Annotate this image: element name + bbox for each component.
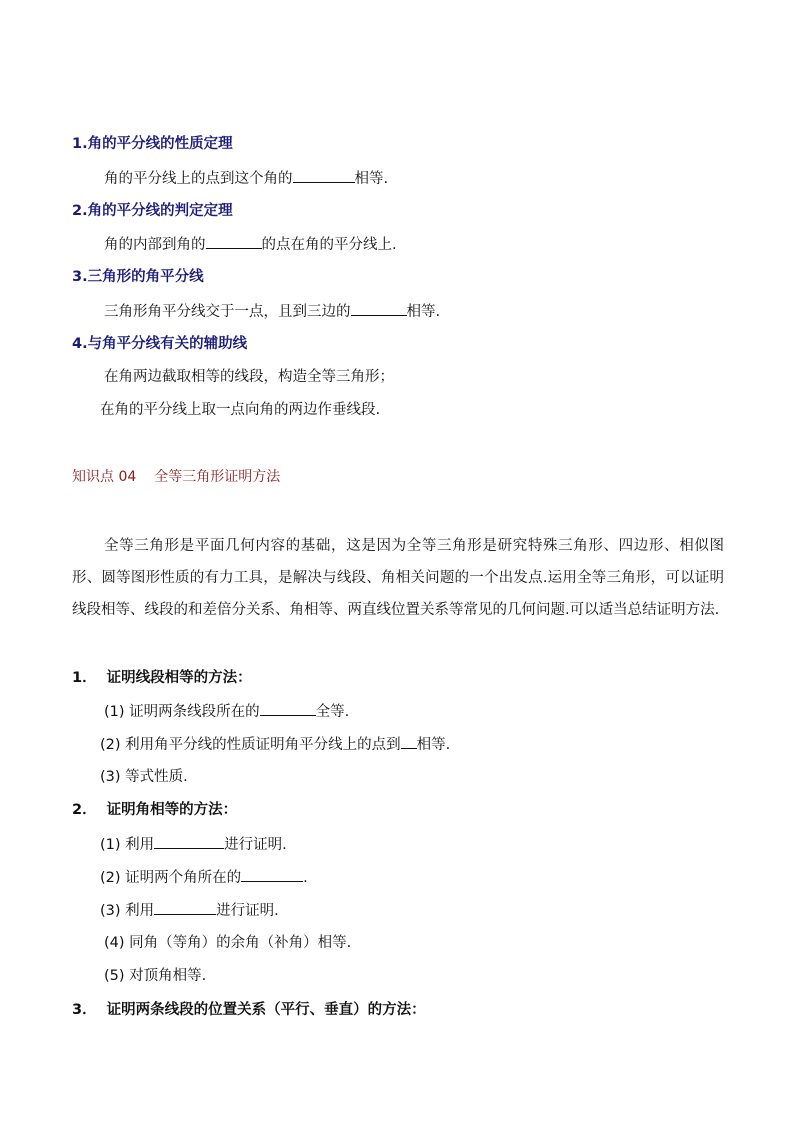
knowledge-point-header — [72, 467, 280, 487]
method1-item3 — [100, 767, 188, 787]
method2-item3 — [100, 900, 279, 921]
item-text-before: 利用 — [125, 837, 155, 853]
section2-text-before: 角的内部到角的 — [104, 237, 206, 253]
item-number: (2) — [100, 737, 121, 753]
section1-text — [104, 168, 388, 189]
item-text-before: 利用角平分线的性质证明角平分线上的点到 — [125, 737, 401, 753]
fill-blank[interactable] — [241, 867, 303, 882]
item-number: (1) — [104, 704, 125, 720]
section1-text-before: 角的平分线上的点到这个角的 — [104, 171, 293, 187]
knowledge-point-title: 全等三角形证明方法 — [154, 469, 281, 485]
method2-item4 — [104, 933, 351, 953]
method2-item2 — [100, 867, 308, 888]
section3-heading: 3.三角形的角平分线 — [72, 269, 204, 285]
method2-number: 2． — [72, 802, 97, 818]
section3-text-after: 相等. — [406, 304, 441, 320]
method2-heading-text: 证明角相等的方法： — [106, 802, 238, 818]
fill-blank[interactable] — [401, 734, 417, 749]
item-text-after: . — [303, 870, 308, 886]
method3-heading — [72, 1000, 426, 1020]
method2-item5 — [104, 966, 206, 986]
item-text-after: 进行证明. — [224, 837, 287, 853]
section1-text-after: 相等. — [354, 171, 389, 187]
method1-heading-text: 证明线段相等的方法： — [106, 670, 252, 686]
section2-text — [104, 234, 397, 255]
section4-line1: 在角两边截取相等的线段，构造全等三角形； — [104, 369, 394, 385]
method1-item1 — [104, 701, 349, 722]
fill-blank[interactable] — [293, 168, 355, 183]
section1-heading: 1.角的平分线的性质定理 — [72, 136, 233, 152]
section2-text-after: 的点在角的平分线上. — [261, 237, 397, 253]
item-text-after: 全等. — [315, 704, 350, 720]
intro-paragraph: 全等三角形是平面几何内容的基础，这是因为全等三角形是研究特殊三角形、四边形、相似图形、圆等图形性质的有力工具，是解决与线段、角相关问题的一个出发点.运用全等三角形，可以证明线段相等、线段的和差倍分关系、角相等、两直线位置关系等常见的几何问题.可以适当总结证明方法. — [72, 538, 724, 618]
item-number: (3) — [100, 769, 121, 785]
fill-blank[interactable] — [260, 701, 316, 716]
fill-blank[interactable] — [154, 900, 216, 915]
method1-heading — [72, 668, 252, 688]
item-number: (4) — [104, 935, 125, 951]
method1-number: 1． — [72, 670, 97, 686]
method1-item2 — [100, 734, 450, 755]
method3-heading-text: 证明两条线段的位置关系（平行、垂直）的方法： — [106, 1002, 426, 1018]
section3-text-before: 三角形角平分线交于一点，且到三边的 — [104, 304, 351, 320]
item-text-after: 相等. — [416, 737, 451, 753]
item-number: (2) — [100, 870, 121, 886]
fill-blank[interactable] — [206, 234, 262, 249]
method3-number: 3． — [72, 1002, 97, 1018]
item-number: (3) — [100, 903, 121, 919]
item-text: 对顶角相等. — [129, 968, 207, 984]
item-text-before: 证明两条线段所在的 — [129, 704, 260, 720]
section4-line2: 在角的平分线上取一点向角的两边作垂线段. — [100, 402, 381, 418]
fill-blank[interactable] — [351, 301, 407, 316]
section2-heading: 2.角的平分线的判定定理 — [72, 203, 233, 219]
item-number: (1) — [100, 837, 121, 853]
item-text-before: 利用 — [125, 903, 155, 919]
method2-item1 — [100, 834, 287, 855]
knowledge-point-label: 知识点 04 — [72, 469, 137, 485]
item-text-before: 证明两个角所在的 — [125, 870, 242, 886]
section3-text — [104, 301, 440, 322]
method2-heading — [72, 800, 237, 820]
item-number: (5) — [104, 968, 125, 984]
item-text: 等式性质. — [125, 769, 188, 785]
item-text-after: 进行证明. — [216, 903, 279, 919]
fill-blank[interactable] — [154, 834, 224, 849]
section4-heading: 4.与角平分线有关的辅助线 — [72, 336, 248, 352]
item-text: 同角（等角）的余角（补角）相等. — [129, 935, 352, 951]
